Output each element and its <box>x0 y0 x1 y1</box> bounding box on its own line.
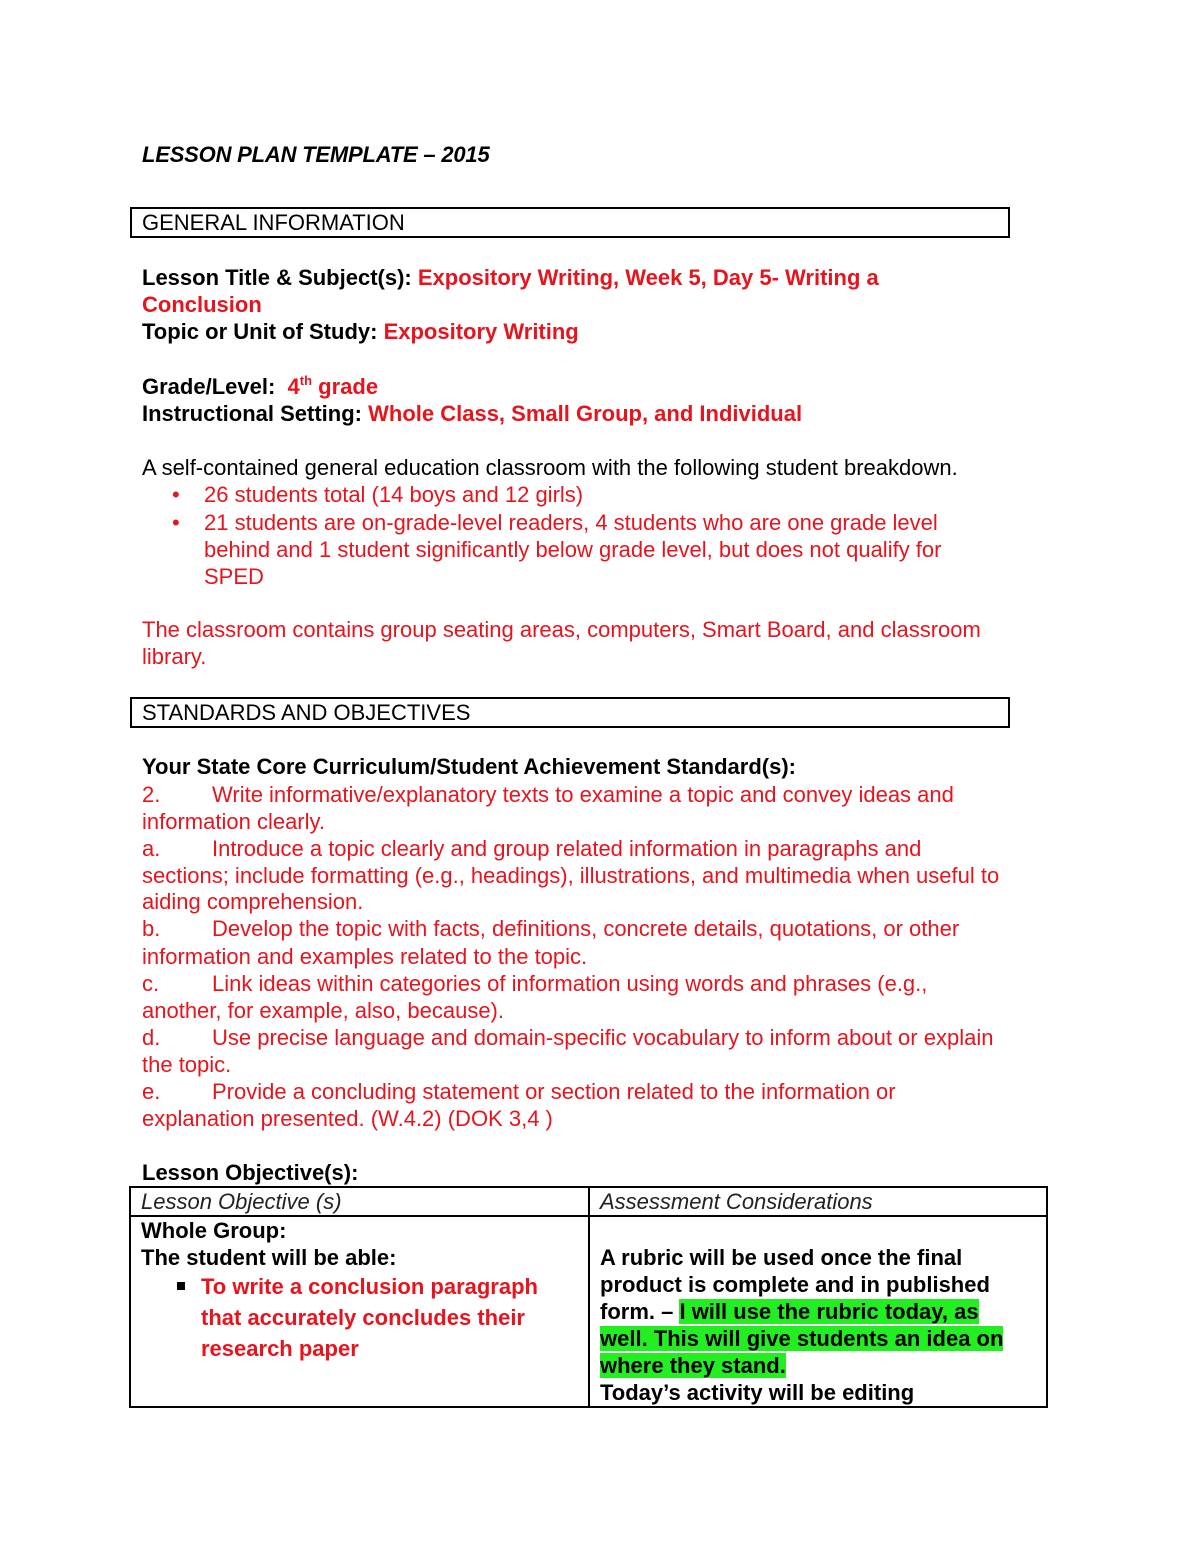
student-able-label: The student will be able: <box>141 1245 397 1270</box>
standard-item <box>142 970 927 997</box>
standard-marker: b. <box>142 916 161 941</box>
standard-item <box>142 781 954 808</box>
breakdown-line: behind and 1 student significantly below grade level, but does not qualify for <box>204 537 942 562</box>
standard-text: Link ideas within categories of information using words and phrases (e.g., <box>212 971 928 996</box>
lesson-objectives-label: Lesson Objective(s): <box>142 1160 359 1185</box>
standard-continuation: explanation presented. (W.4.2) (DOK 3,4 ) <box>142 1106 553 1131</box>
bullet-marker: • <box>172 482 180 507</box>
whole-group-label: Whole Group: <box>141 1218 287 1243</box>
standard-continuation: sections; include formatting (e.g., headings), illustrations, and multimedia when useful to <box>142 863 1000 888</box>
assessment-line <box>600 1298 1036 1325</box>
topic-line <box>142 318 579 345</box>
grade-value <box>288 374 379 399</box>
standard-item <box>142 1024 993 1051</box>
standard-text: Provide a concluding statement or section related to the information or <box>212 1079 896 1104</box>
classroom-contents-line-2: library. <box>142 644 207 669</box>
core-standards-label: Your State Core Curriculum/Student Achievement Standard(s): <box>142 754 796 779</box>
general-information-header: GENERAL INFORMATION <box>130 207 1010 238</box>
assessment-column-header: Assessment Considerations <box>589 1187 1047 1216</box>
breakdown-item <box>204 481 1034 508</box>
highlighted-text: where they stand. <box>600 1353 786 1378</box>
grade-suffix: th <box>299 373 313 388</box>
assessment-cell <box>589 1216 1047 1407</box>
standard-text: Develop the topic with facts, definitions, concrete details, quotations, or other <box>212 916 960 941</box>
highlighted-text: I will use the rubric today, as <box>679 1299 979 1324</box>
grade-word: grade <box>318 374 379 399</box>
breakdown-line: 21 students are on-grade-level readers, 4 students who are one grade level <box>204 510 938 535</box>
document-title: LESSON PLAN TEMPLATE – 2015 <box>142 142 490 167</box>
setting-line <box>142 400 802 427</box>
standard-marker: 2. <box>142 782 161 807</box>
bullet-marker: • <box>172 510 180 535</box>
standard-continuation: information clearly. <box>142 809 325 834</box>
breakdown-line: 26 students total (14 boys and 12 girls) <box>204 482 584 507</box>
setting-value: Whole Class, Small Group, and Individual <box>368 401 803 426</box>
objective-line: that accurately concludes their <box>201 1305 525 1330</box>
standard-continuation: another, for example, also, because). <box>142 998 504 1023</box>
standard-item <box>142 915 959 942</box>
classroom-contents-line-1: The classroom contains group seating areas, computers, Smart Board, and classroom <box>142 617 981 642</box>
grade-label: Grade/Level: <box>142 374 276 399</box>
table-row <box>130 1216 1047 1407</box>
table-header-row <box>130 1187 1047 1216</box>
standard-continuation: aiding comprehension. <box>142 889 364 914</box>
lesson-title-line-1 <box>142 264 879 291</box>
objective-line: To write a conclusion paragraph <box>201 1274 538 1299</box>
standard-marker: d. <box>142 1025 161 1050</box>
assessment-line: A rubric will be used once the final <box>600 1245 963 1270</box>
standard-marker: e. <box>142 1079 161 1104</box>
lesson-title-label: Lesson Title & Subject(s): <box>142 265 412 290</box>
assessment-text: form. – <box>600 1299 680 1324</box>
breakdown-item <box>204 509 1034 590</box>
standard-marker: c. <box>142 971 160 996</box>
grade-number: 4 <box>287 374 300 399</box>
classroom-intro: A self-contained general education classroom with the following student breakdown. <box>142 455 958 480</box>
objective-column-header: Lesson Objective (s) <box>130 1187 589 1216</box>
standard-continuation: information and examples related to the topic. <box>142 944 588 969</box>
setting-label: Instructional Setting: <box>142 401 362 426</box>
objective-item <box>141 1271 578 1364</box>
standard-text: Introduce a topic clearly and group related information in paragraphs and <box>212 836 922 861</box>
standard-text: Write informative/explanatory texts to examine a topic and convey ideas and <box>212 782 954 807</box>
assessment-line <box>600 1325 1036 1352</box>
lesson-title-line-2: Conclusion <box>142 292 262 317</box>
highlighted-text: well. This will give students an idea on <box>600 1326 1004 1351</box>
square-bullet-icon <box>177 1282 185 1290</box>
lesson-title-value: Expository Writing, Week 5, Day 5- Writing a <box>417 265 879 290</box>
assessment-line: Today’s activity will be editing <box>600 1380 915 1405</box>
standard-item <box>142 835 921 862</box>
topic-label: Topic or Unit of Study: <box>142 319 378 344</box>
breakdown-line: SPED <box>204 564 264 589</box>
standard-continuation: the topic. <box>142 1052 232 1077</box>
objective-line: research paper <box>201 1336 359 1361</box>
grade-line <box>142 373 378 400</box>
topic-value: Expository Writing <box>383 319 579 344</box>
objectives-table <box>129 1186 1048 1408</box>
standard-text: Use precise language and domain-specific vocabulary to inform about or explain <box>212 1025 994 1050</box>
standard-item <box>142 1078 896 1105</box>
assessment-line: product is complete and in published <box>600 1272 990 1297</box>
assessment-line <box>600 1352 1036 1379</box>
objective-cell <box>130 1216 589 1407</box>
standard-marker: a. <box>142 836 161 861</box>
standards-header: STANDARDS AND OBJECTIVES <box>130 697 1010 728</box>
